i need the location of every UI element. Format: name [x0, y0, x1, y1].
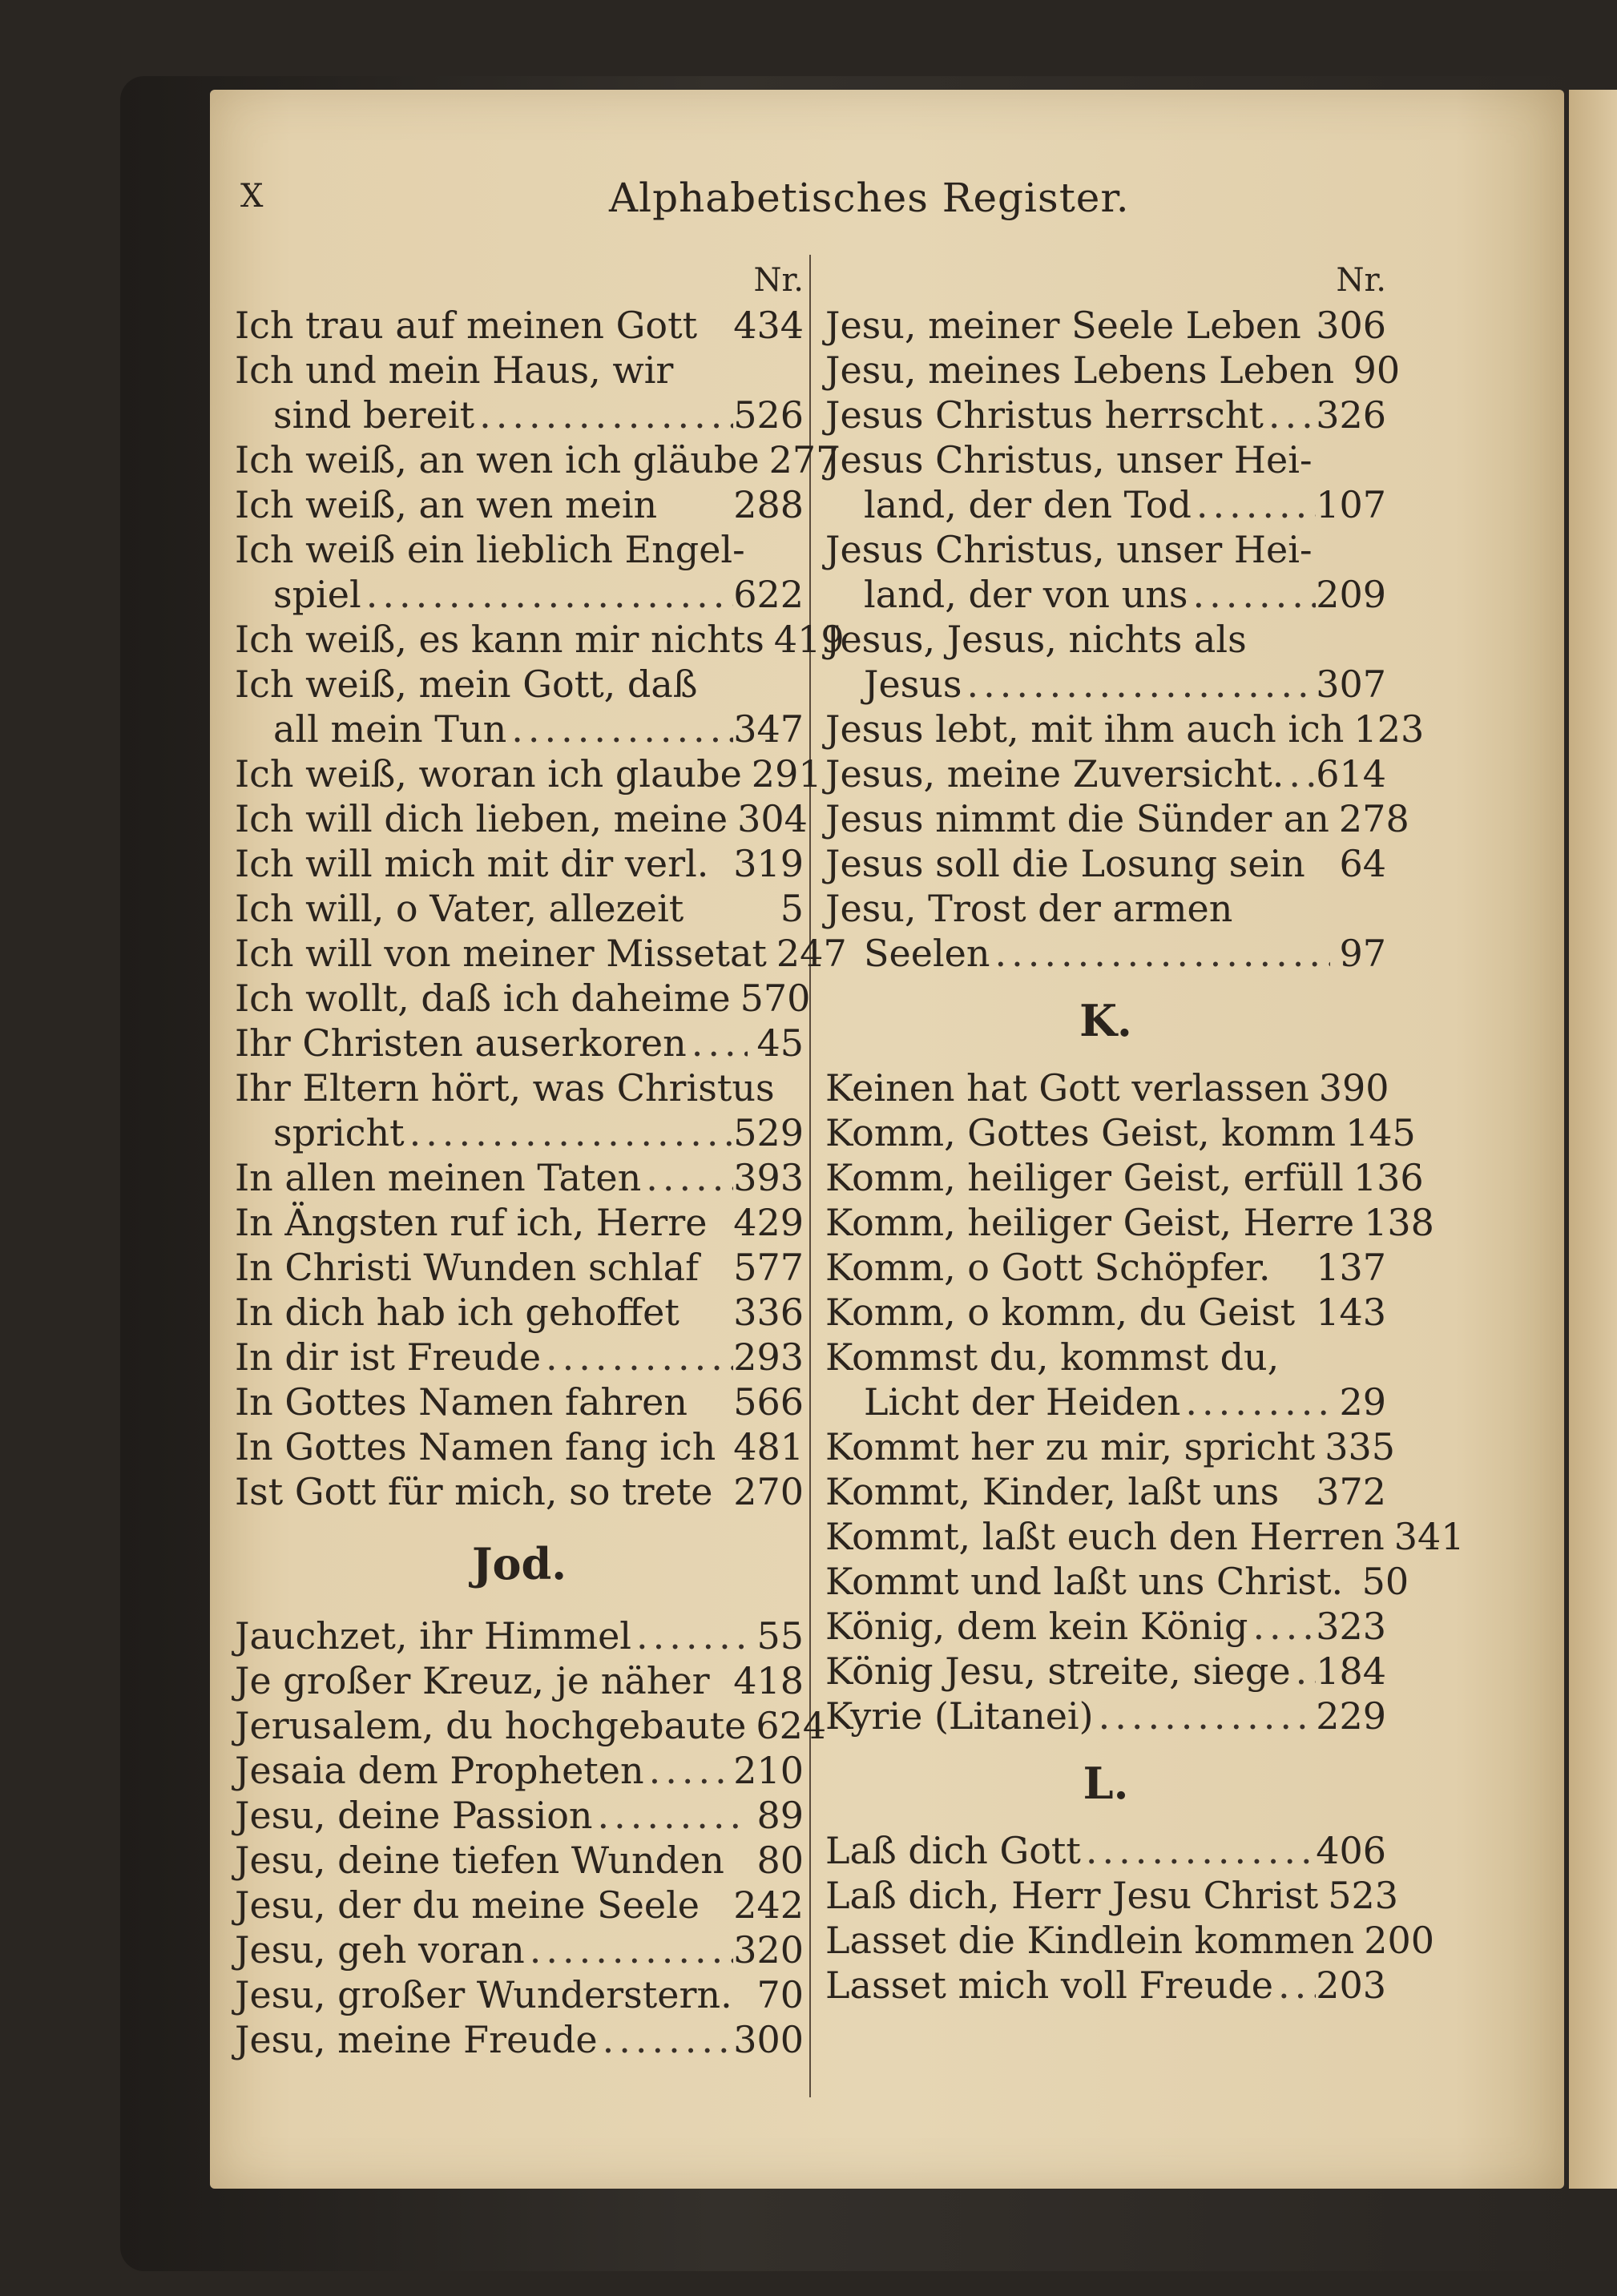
entry-title: Jesus: [864, 663, 962, 706]
entry-title: Ihr Eltern hört, was Christus: [235, 1066, 775, 1110]
entry-title: Ich weiß, es kann mir nichts: [235, 618, 764, 661]
dot-leader: [541, 1335, 733, 1380]
entry-number: 390: [1318, 1066, 1389, 1110]
dot-leader: [732, 1972, 748, 2017]
entry-number: 566: [733, 1380, 804, 1424]
entry-number: 138: [1364, 1201, 1434, 1244]
entry-title: Ist Gott für mich, so trete: [235, 1470, 713, 1513]
entry-number: 50: [1361, 1560, 1409, 1603]
dot-leader: [724, 1838, 748, 1883]
running-head: Alphabetisches Register.: [609, 175, 1130, 221]
dot-leader: [1264, 393, 1316, 437]
dot-leader: [673, 348, 748, 393]
entry-number: 335: [1325, 1425, 1396, 1468]
entry-number: [1330, 1335, 1386, 1380]
index-entry: [825, 348, 1401, 393]
index-entry: [825, 796, 1409, 841]
entry-number: [1330, 886, 1386, 931]
index-entry: [235, 886, 804, 931]
index-entry: [235, 976, 811, 1021]
entry-number: 570: [740, 977, 811, 1020]
dot-leader: [657, 482, 733, 527]
dot-leader: [1295, 1290, 1316, 1335]
entry-title: Ich will von meiner Missetat: [235, 932, 767, 975]
entry-title: Laß dich, Herr Jesu Christ: [825, 1874, 1319, 1917]
index-entry: [825, 1290, 1386, 1335]
right-rows-l: [825, 1828, 1435, 2008]
dot-leader: [1180, 1380, 1330, 1424]
dot-leader: [1336, 1110, 1345, 1155]
nr-header: Nr.: [753, 262, 804, 299]
entry-title: Jesu, der du meine Seele: [235, 1883, 700, 1927]
entry-title: König Jesu, streite, siege: [825, 1649, 1291, 1693]
dot-leader: [698, 662, 748, 707]
dot-leader: [1318, 1873, 1328, 1918]
dot-leader: [405, 1110, 734, 1155]
entry-number: 336: [733, 1291, 804, 1334]
index-entry: [235, 303, 804, 348]
entry-number: 622: [733, 573, 804, 616]
dot-leader: [1188, 572, 1317, 617]
index-entry: [235, 572, 804, 617]
entry-title: Keinen hat Gott verlassen: [825, 1066, 1309, 1110]
index-entry: [825, 1110, 1416, 1155]
nr-header: Nr.: [1336, 262, 1386, 299]
entry-number: 270: [733, 1470, 804, 1513]
entry-number: [1330, 527, 1386, 572]
index-entry: [825, 1200, 1434, 1245]
entry-title: Jesu, meiner Seele Leben: [825, 304, 1301, 347]
left-rows-jod: [235, 1613, 827, 2062]
entry-title: Komm, heiliger Geist, Herre: [825, 1201, 1355, 1244]
dot-leader: [746, 1703, 756, 1748]
index-entry: [235, 1972, 804, 2017]
entry-number: 97: [1339, 932, 1386, 975]
index-entry: [825, 1694, 1386, 1738]
entry-number: 306: [1316, 304, 1386, 347]
index-entry: [235, 1658, 804, 1703]
index-entry: [825, 1469, 1386, 1514]
entry-number: 29: [1339, 1380, 1386, 1424]
index-entry: [825, 662, 1386, 707]
entry-number: 429: [733, 1201, 804, 1244]
entry-number: 145: [1345, 1111, 1416, 1154]
entry-title: Kommt, laßt euch den Herren: [825, 1515, 1385, 1558]
dot-leader: [990, 931, 1330, 976]
entry-number: 393: [733, 1156, 804, 1199]
entry-number: 90: [1353, 348, 1401, 392]
facing-page-edge: [1569, 90, 1617, 2189]
dot-leader: [641, 1155, 733, 1200]
entry-number: 288: [733, 483, 804, 526]
index-entry: [825, 1065, 1389, 1110]
dot-leader: [474, 393, 733, 437]
index-entry: [825, 1424, 1396, 1469]
entry-title: Jesu, Trost der armen: [825, 887, 1233, 930]
dot-leader: [1354, 1918, 1364, 1963]
entry-number: 523: [1328, 1874, 1398, 1917]
entry-title: Kyrie (Litanei): [825, 1694, 1094, 1738]
index-entry: [825, 1918, 1435, 1963]
dot-leader: [1305, 841, 1330, 886]
dot-leader: [644, 1748, 734, 1793]
entry-title: Jauchzet, ihr Himmel: [235, 1614, 632, 1658]
dot-leader: [775, 1065, 784, 1110]
entry-title: Ich weiß, woran ich glaube: [235, 752, 742, 796]
dot-leader: [1329, 796, 1339, 841]
entry-title: Kommt, Kinder, laßt uns: [825, 1470, 1280, 1513]
entry-number: 319: [733, 842, 804, 885]
entry-title: all mein Tun: [273, 707, 507, 751]
dot-leader: [716, 1424, 733, 1469]
index-entry: [825, 1604, 1386, 1649]
entry-number: [748, 662, 804, 707]
entry-number: 406: [1316, 1829, 1386, 1872]
dot-leader: [731, 976, 740, 1021]
entry-number: 209: [1316, 573, 1386, 616]
entry-number: [1330, 437, 1386, 482]
entry-number: 304: [737, 797, 808, 840]
index-entry: [825, 931, 1386, 976]
index-entry: [825, 572, 1386, 617]
dot-leader: [525, 1927, 733, 1972]
entry-title: Komm, Gottes Geist, komm: [825, 1111, 1336, 1154]
dot-leader: [700, 1883, 733, 1927]
entry-number: 137: [1316, 1246, 1386, 1289]
entry-title: land, der von uns: [864, 573, 1188, 616]
entry-title: Ich will, o Vater, allezeit: [235, 887, 684, 930]
entry-number: 347: [733, 707, 804, 751]
index-entry: [825, 437, 1386, 482]
entry-number: 300: [733, 2018, 804, 2061]
dot-leader: [710, 1658, 734, 1703]
dot-leader: [712, 1469, 733, 1514]
dot-leader: [697, 303, 733, 348]
dot-leader: [764, 617, 774, 662]
entry-title: Jesaia dem Propheten: [235, 1749, 644, 1792]
index-entry: [235, 1703, 827, 1748]
dot-leader: [1273, 1963, 1316, 2008]
dot-leader: [1354, 1200, 1364, 1245]
entry-number: 307: [1316, 663, 1386, 706]
dot-leader: [1301, 303, 1316, 348]
dot-leader: [760, 437, 769, 482]
index-entry: [235, 1748, 804, 1793]
entry-title: Licht der Heiden: [864, 1380, 1181, 1424]
dot-leader: [1313, 527, 1330, 572]
index-entry: [825, 393, 1386, 437]
dot-leader: [1094, 1694, 1317, 1738]
dot-leader: [707, 1200, 733, 1245]
entry-number: 326: [1316, 393, 1386, 437]
entry-title: spiel: [273, 573, 361, 616]
entry-title: In Gottes Namen fang ich: [235, 1425, 716, 1468]
dot-leader: [593, 1793, 748, 1838]
dot-leader: [742, 751, 752, 796]
dot-leader: [1344, 707, 1353, 751]
index-entry: [235, 617, 845, 662]
index-entry: [235, 841, 804, 886]
dot-leader: [745, 527, 755, 572]
entry-number: 293: [733, 1335, 804, 1379]
entry-title: Jesu, geh voran: [235, 1928, 525, 1972]
entry-title: Jesus nimmt die Sünder an: [825, 797, 1329, 840]
index-entry: [825, 1380, 1386, 1424]
index-entry: [825, 482, 1386, 527]
index-entry: [235, 1021, 804, 1065]
entry-number: 89: [756, 1794, 804, 1837]
entry-title: Jesus, Jesus, nichts als: [825, 618, 1247, 661]
entry-number: 229: [1316, 1694, 1386, 1738]
dot-leader: [728, 796, 737, 841]
dot-leader: [1232, 886, 1330, 931]
index-entry: [235, 707, 804, 751]
index-entry: [235, 1065, 804, 1110]
dot-leader: [1271, 1245, 1317, 1290]
entry-title: Jesus, meine Zuversicht.: [825, 752, 1284, 796]
entry-title: Ich weiß ein lieblich Engel-: [235, 528, 745, 571]
dot-leader: [1279, 1469, 1316, 1514]
dot-leader: [631, 1613, 748, 1658]
index-entry: [235, 348, 804, 393]
entry-number: 277: [768, 438, 840, 481]
index-entry: [825, 1155, 1424, 1200]
entry-number: 136: [1353, 1156, 1424, 1199]
index-entry: [825, 1963, 1386, 2008]
dot-leader: [688, 1380, 733, 1424]
entry-number: [1330, 617, 1386, 662]
entry-title: Ihr Christen auserkoren: [235, 1021, 687, 1065]
entry-number: 481: [733, 1425, 804, 1468]
entry-title: Jesus Christus, unser Hei-: [825, 528, 1313, 571]
entry-title: Jesus Christus, unser Hei-: [825, 438, 1313, 481]
entry-number: 64: [1339, 842, 1386, 885]
entry-title: Kommst du, kommst du,: [825, 1335, 1280, 1379]
entry-title: In dir ist Freude: [235, 1335, 542, 1379]
entry-number: 5: [780, 887, 804, 930]
index-entry: [235, 1838, 804, 1883]
index-entry: [825, 303, 1386, 348]
entry-number: 323: [1316, 1605, 1386, 1648]
entry-title: Komm, heiliger Geist, erfüll: [825, 1156, 1344, 1199]
dot-leader: [1081, 1828, 1316, 1873]
index-entry: [235, 931, 847, 976]
right-column: [825, 258, 1465, 2008]
entry-title: Ich wollt, daß ich daheime: [235, 977, 731, 1020]
index-entry: [825, 527, 1386, 572]
entry-title: In Christi Wunden schlaf: [235, 1246, 700, 1289]
entry-title: Lasset die Kindlein kommen: [825, 1919, 1355, 1962]
entry-title: Kommt und laßt uns Christ.: [825, 1560, 1344, 1603]
entry-title: Komm, o Gott Schöpfer.: [825, 1246, 1271, 1289]
entry-title: Laß dich Gott: [825, 1829, 1081, 1872]
index-entry: [235, 1245, 804, 1290]
entry-title: Jesu, deine tiefen Wunden: [235, 1839, 724, 1882]
dot-leader: [699, 1245, 733, 1290]
entry-title: Ich und mein Haus, wir: [235, 348, 674, 392]
dot-leader: [1279, 1335, 1330, 1380]
entry-number: 320: [733, 1928, 804, 1972]
entry-title: Seelen: [864, 932, 990, 975]
dot-leader: [1315, 1424, 1325, 1469]
index-entry: [235, 1290, 804, 1335]
index-entry: [235, 1424, 804, 1469]
entry-title: Kommt her zu mir, spricht: [825, 1425, 1316, 1468]
index-entry: [235, 1469, 804, 1514]
index-entry: [825, 617, 1386, 662]
index-entry: [825, 707, 1425, 751]
entry-title: Komm, o komm, du Geist: [825, 1291, 1296, 1334]
dot-leader: [1334, 348, 1344, 393]
entry-number: [748, 348, 804, 393]
index-entry: [235, 1335, 804, 1380]
index-entry: [235, 437, 840, 482]
index-entry: [235, 662, 804, 707]
entry-title: In Ängsten ruf ich, Herre: [235, 1201, 708, 1244]
entry-number: 55: [756, 1614, 804, 1658]
entry-number: 200: [1364, 1919, 1435, 1962]
dot-leader: [1343, 1559, 1353, 1604]
index-entry: [235, 1200, 804, 1245]
index-entry: [235, 482, 804, 527]
index-entry: [235, 751, 822, 796]
index-entry: [825, 1828, 1386, 1873]
index-entry: [825, 1649, 1386, 1694]
index-entry: [235, 1155, 804, 1200]
entry-title: Jesus Christus herrscht: [825, 393, 1264, 437]
entry-number: 577: [733, 1246, 804, 1289]
dot-leader: [1309, 1065, 1319, 1110]
entry-title: König, dem kein König: [825, 1605, 1248, 1648]
index-entry: [825, 841, 1386, 886]
entry-number: 80: [756, 1839, 804, 1882]
index-entry: [825, 886, 1386, 931]
dot-leader: [1284, 751, 1316, 796]
entry-number: 278: [1338, 797, 1409, 840]
entry-number: 184: [1316, 1649, 1386, 1693]
index-entry: [825, 1873, 1398, 1918]
dot-leader: [767, 931, 776, 976]
entry-number: 434: [733, 304, 804, 347]
index-entry: [235, 393, 804, 437]
entry-number: 123: [1353, 707, 1425, 751]
page-number: X: [240, 178, 264, 215]
entry-title: Lasset mich voll Freude: [825, 1964, 1274, 2007]
index-entry: [825, 1514, 1465, 1559]
left-rows: [235, 303, 847, 1514]
dot-leader: [1248, 1604, 1316, 1649]
dot-leader: [708, 841, 733, 886]
index-entry: [825, 1335, 1386, 1380]
entry-number: 70: [756, 1973, 804, 2016]
entry-number: 107: [1316, 483, 1386, 526]
entry-title: Ich weiß, mein Gott, daß: [235, 663, 698, 706]
index-entry: [235, 796, 808, 841]
entry-number: 341: [1393, 1515, 1465, 1558]
index-entry: [235, 1110, 804, 1155]
section-heading-jod: Jod.: [471, 1538, 567, 1589]
entry-title: Jerusalem, du hochgebaute: [235, 1704, 747, 1747]
entry-title: Je großer Kreuz, je näher: [235, 1659, 710, 1702]
index-entry: [235, 527, 804, 572]
entry-number: 143: [1316, 1291, 1386, 1334]
section-heading-k: K.: [1079, 995, 1132, 1046]
dot-leader: [683, 886, 748, 931]
right-rows: [825, 303, 1425, 976]
dot-leader: [1247, 617, 1330, 662]
entry-title: sind bereit: [273, 393, 475, 437]
dot-leader: [1313, 437, 1330, 482]
entry-number: 247: [776, 932, 847, 975]
index-entry: [235, 1927, 804, 1972]
entry-title: Jesus soll die Losung sein: [825, 842, 1305, 885]
dot-leader: [962, 662, 1317, 707]
dot-leader: [1192, 482, 1316, 527]
entry-number: 526: [733, 393, 804, 437]
index-entry: [825, 1245, 1386, 1290]
dot-leader: [506, 707, 733, 751]
entry-number: 45: [756, 1021, 804, 1065]
entry-number: 242: [733, 1883, 804, 1927]
index-entry: [825, 751, 1386, 796]
index-entry: [235, 1380, 804, 1424]
dot-leader: [598, 2017, 734, 2062]
entry-number: 419: [773, 618, 845, 661]
dot-leader: [679, 1290, 733, 1335]
index-entry: [235, 1793, 804, 1838]
entry-title: Jesu, meines Lebens Leben: [825, 348, 1335, 392]
entry-number: 372: [1316, 1470, 1386, 1513]
entry-title: In Gottes Namen fahren: [235, 1380, 688, 1424]
left-column: [235, 258, 847, 2062]
entry-title: Jesu, deine Passion: [235, 1794, 593, 1837]
entry-number: 291: [751, 752, 822, 796]
entry-title: In allen meinen Taten: [235, 1156, 642, 1199]
entry-number: 418: [733, 1659, 804, 1702]
entry-number: 210: [733, 1749, 804, 1792]
dot-leader: [361, 572, 733, 617]
entry-title: Ich weiß, an wen ich gläube: [235, 438, 760, 481]
entry-number: 203: [1316, 1964, 1386, 2007]
entry-title: Ich trau auf meinen Gott: [235, 304, 698, 347]
entry-title: Jesu, meine Freude: [235, 2018, 598, 2061]
dot-leader: [1344, 1155, 1353, 1200]
dot-leader: [687, 1021, 748, 1065]
index-entry: [235, 1613, 804, 1658]
index-entry: [825, 1559, 1409, 1604]
entry-number: [755, 527, 811, 572]
section-heading-l: L.: [1083, 1758, 1129, 1809]
entry-title: Jesu, großer Wunderstern.: [235, 1973, 732, 2016]
entry-title: land, der den Tod: [864, 483, 1192, 526]
entry-title: In dich hab ich gehoffet: [235, 1291, 679, 1334]
entry-title: Ich will dich lieben, meine: [235, 797, 728, 840]
entry-number: 624: [756, 1704, 827, 1747]
entry-title: Jesus lebt, mit ihm auch ich: [825, 707, 1345, 751]
entry-title: spricht: [273, 1111, 405, 1154]
right-rows-k: [825, 1065, 1465, 1738]
dot-leader: [1385, 1514, 1394, 1559]
entry-title: Ich will mich mit dir verl.: [235, 842, 709, 885]
entry-title: Ich weiß, an wen mein: [235, 483, 658, 526]
entry-number: 529: [733, 1111, 804, 1154]
entry-number: 614: [1316, 752, 1386, 796]
index-entry: [235, 2017, 804, 2062]
dot-leader: [1291, 1649, 1317, 1694]
index-entry: [235, 1883, 804, 1927]
